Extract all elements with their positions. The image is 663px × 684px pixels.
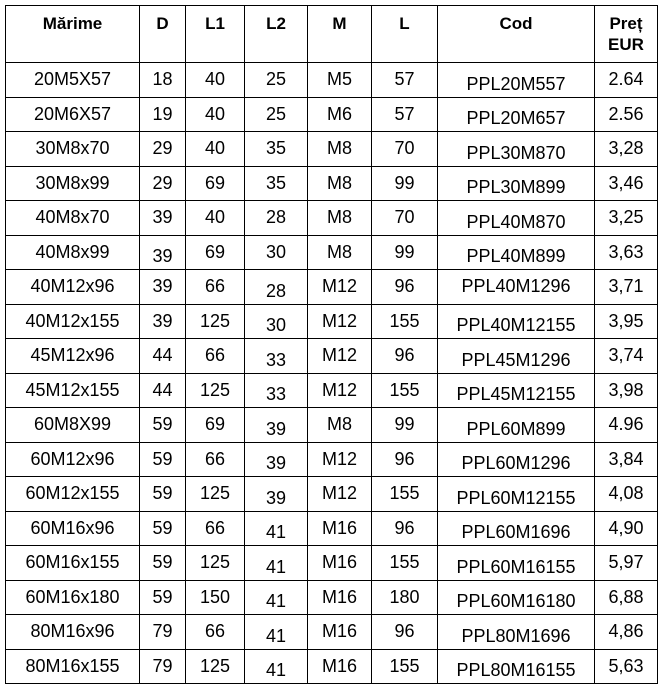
cell-l1: 66 (186, 511, 245, 546)
cell-pret: 3,25 (595, 201, 658, 236)
cell-d: 39 (140, 201, 186, 236)
cell-pret: 5,63 (595, 649, 658, 684)
cell-l1: 69 (186, 408, 245, 443)
cell-cod: PPL40M1296 (438, 270, 595, 305)
cell-cod: PPL60M1696 (438, 511, 595, 546)
cell-pret: 4.96 (595, 408, 658, 443)
cell-cod: PPL45M12155 (438, 373, 595, 408)
table-row (6, 201, 658, 236)
header-d: D (140, 6, 186, 63)
cell-l2: 25 (245, 97, 308, 132)
cell-l1: 125 (186, 649, 245, 684)
cell-marime: 40M12x96 (6, 270, 140, 305)
cell-marime: 80M16x155 (6, 649, 140, 684)
cell-d: 29 (140, 166, 186, 201)
cell-m: M8 (308, 166, 372, 201)
cell-m: M12 (308, 304, 372, 339)
cell-marime: 45M12x155 (6, 373, 140, 408)
cell-d: 79 (140, 615, 186, 650)
cell-pret: 3,74 (595, 339, 658, 374)
table-row (6, 546, 658, 581)
table-row (6, 580, 658, 615)
cell-m: M16 (308, 649, 372, 684)
table-row (6, 304, 658, 339)
table-row (6, 511, 658, 546)
cell-l: 96 (372, 339, 438, 374)
cell-l2: 28 (245, 201, 308, 236)
cell-l2: 41 (245, 546, 308, 581)
table-header (6, 6, 658, 63)
cell-m: M12 (308, 442, 372, 477)
cell-d: 29 (140, 132, 186, 167)
cell-l1: 69 (186, 235, 245, 270)
cell-marime: 60M16x96 (6, 511, 140, 546)
header-marime: Mărime (6, 6, 140, 63)
cell-marime: 20M6X57 (6, 97, 140, 132)
cell-l: 57 (372, 63, 438, 98)
cell-d: 59 (140, 580, 186, 615)
header-l1: L1 (186, 6, 245, 63)
cell-m: M16 (308, 546, 372, 581)
cell-l1: 125 (186, 546, 245, 581)
cell-l: 96 (372, 615, 438, 650)
cell-d: 39 (140, 304, 186, 339)
cell-m: M5 (308, 63, 372, 98)
cell-l2: 28 (245, 270, 308, 305)
cell-pret: 3,84 (595, 442, 658, 477)
cell-cod: PPL40M899 (438, 235, 595, 270)
cell-marime: 60M8X99 (6, 408, 140, 443)
cell-l1: 40 (186, 132, 245, 167)
cell-cod: PPL60M1296 (438, 442, 595, 477)
cell-cod: PPL60M12155 (438, 477, 595, 512)
cell-cod: PPL40M870 (438, 201, 595, 236)
cell-marime: 20M5X57 (6, 63, 140, 98)
cell-pret: 3,98 (595, 373, 658, 408)
table-row (6, 649, 658, 684)
cell-l2: 41 (245, 649, 308, 684)
cell-l: 180 (372, 580, 438, 615)
cell-m: M6 (308, 97, 372, 132)
cell-l2: 35 (245, 132, 308, 167)
cell-d: 44 (140, 373, 186, 408)
cell-cod: PPL80M16155 (438, 649, 595, 684)
cell-m: M12 (308, 373, 372, 408)
cell-l1: 66 (186, 270, 245, 305)
price-table (5, 5, 658, 684)
cell-d: 59 (140, 546, 186, 581)
cell-l2: 39 (245, 477, 308, 512)
cell-pret: 2.64 (595, 63, 658, 98)
table-row (6, 615, 658, 650)
cell-cod: PPL60M899 (438, 408, 595, 443)
cell-cod: PPL60M16180 (438, 580, 595, 615)
cell-l: 70 (372, 132, 438, 167)
cell-d: 39 (140, 270, 186, 305)
cell-l: 57 (372, 97, 438, 132)
cell-d: 59 (140, 477, 186, 512)
cell-m: M12 (308, 270, 372, 305)
header-l: L (372, 6, 438, 63)
cell-l2: 30 (245, 304, 308, 339)
cell-m: M16 (308, 615, 372, 650)
cell-l1: 40 (186, 201, 245, 236)
cell-l2: 25 (245, 63, 308, 98)
table-row (6, 132, 658, 167)
cell-marime: 60M16x155 (6, 546, 140, 581)
cell-d: 18 (140, 63, 186, 98)
cell-d: 59 (140, 408, 186, 443)
cell-pret: 3,46 (595, 166, 658, 201)
cell-l1: 125 (186, 373, 245, 408)
header-cod: Cod (438, 6, 595, 63)
cell-d: 39 (140, 235, 186, 270)
table-body (6, 63, 658, 684)
header-pret-line1: Preț (609, 14, 643, 33)
cell-marime: 30M8x99 (6, 166, 140, 201)
cell-marime: 45M12x96 (6, 339, 140, 374)
cell-l1: 125 (186, 477, 245, 512)
cell-l: 70 (372, 201, 438, 236)
cell-cod: PPL30M899 (438, 166, 595, 201)
cell-l2: 35 (245, 166, 308, 201)
cell-m: M12 (308, 477, 372, 512)
header-pret-line2: EUR (608, 35, 644, 54)
cell-m: M8 (308, 132, 372, 167)
table-row (6, 270, 658, 305)
cell-l1: 40 (186, 63, 245, 98)
table-row (6, 339, 658, 374)
cell-marime: 30M8x70 (6, 132, 140, 167)
cell-marime: 60M12x155 (6, 477, 140, 512)
table-row (6, 477, 658, 512)
cell-pret: 2.56 (595, 97, 658, 132)
cell-l2: 39 (245, 408, 308, 443)
cell-l2: 41 (245, 615, 308, 650)
cell-m: M12 (308, 339, 372, 374)
cell-pret: 3,71 (595, 270, 658, 305)
cell-m: M8 (308, 235, 372, 270)
cell-pret: 3,63 (595, 235, 658, 270)
cell-marime: 40M8x70 (6, 201, 140, 236)
cell-pret: 4,08 (595, 477, 658, 512)
table-row (6, 373, 658, 408)
cell-l1: 125 (186, 304, 245, 339)
cell-d: 44 (140, 339, 186, 374)
cell-l1: 66 (186, 615, 245, 650)
cell-l: 155 (372, 477, 438, 512)
table-row (6, 442, 658, 477)
cell-l1: 40 (186, 97, 245, 132)
header-l2: L2 (245, 6, 308, 63)
cell-marime: 60M12x96 (6, 442, 140, 477)
cell-l2: 41 (245, 580, 308, 615)
cell-l1: 69 (186, 166, 245, 201)
cell-l1: 66 (186, 339, 245, 374)
cell-pret: 5,97 (595, 546, 658, 581)
cell-pret: 6,88 (595, 580, 658, 615)
cell-pret: 3,95 (595, 304, 658, 339)
cell-m: M8 (308, 201, 372, 236)
cell-cod: PPL20M657 (438, 97, 595, 132)
cell-m: M16 (308, 511, 372, 546)
cell-d: 59 (140, 442, 186, 477)
cell-l: 99 (372, 408, 438, 443)
cell-l: 155 (372, 546, 438, 581)
cell-l2: 30 (245, 235, 308, 270)
cell-l2: 39 (245, 442, 308, 477)
cell-cod: PPL20M557 (438, 63, 595, 98)
cell-marime: 40M12x155 (6, 304, 140, 339)
header-row (6, 6, 658, 63)
cell-marime: 60M16x180 (6, 580, 140, 615)
cell-l1: 66 (186, 442, 245, 477)
table-row (6, 63, 658, 98)
cell-m: M16 (308, 580, 372, 615)
cell-cod: PPL60M16155 (438, 546, 595, 581)
cell-l: 155 (372, 649, 438, 684)
cell-l: 99 (372, 166, 438, 201)
cell-m: M8 (308, 408, 372, 443)
cell-l1: 150 (186, 580, 245, 615)
cell-l2: 33 (245, 373, 308, 408)
table-row (6, 235, 658, 270)
header-pret (595, 6, 658, 63)
cell-cod: PPL30M870 (438, 132, 595, 167)
cell-l: 99 (372, 235, 438, 270)
table-row (6, 166, 658, 201)
cell-marime: 40M8x99 (6, 235, 140, 270)
table-row (6, 408, 658, 443)
cell-d: 79 (140, 649, 186, 684)
cell-d: 19 (140, 97, 186, 132)
cell-d: 59 (140, 511, 186, 546)
cell-cod: PPL40M12155 (438, 304, 595, 339)
cell-pret: 4,86 (595, 615, 658, 650)
cell-l2: 41 (245, 511, 308, 546)
cell-cod: PPL45M1296 (438, 339, 595, 374)
cell-l: 155 (372, 373, 438, 408)
table-row (6, 97, 658, 132)
cell-l: 155 (372, 304, 438, 339)
header-m: M (308, 6, 372, 63)
cell-pret: 4,90 (595, 511, 658, 546)
cell-marime: 80M16x96 (6, 615, 140, 650)
cell-l: 96 (372, 442, 438, 477)
cell-l: 96 (372, 511, 438, 546)
cell-l: 96 (372, 270, 438, 305)
cell-cod: PPL80M1696 (438, 615, 595, 650)
cell-l2: 33 (245, 339, 308, 374)
cell-pret: 3,28 (595, 132, 658, 167)
